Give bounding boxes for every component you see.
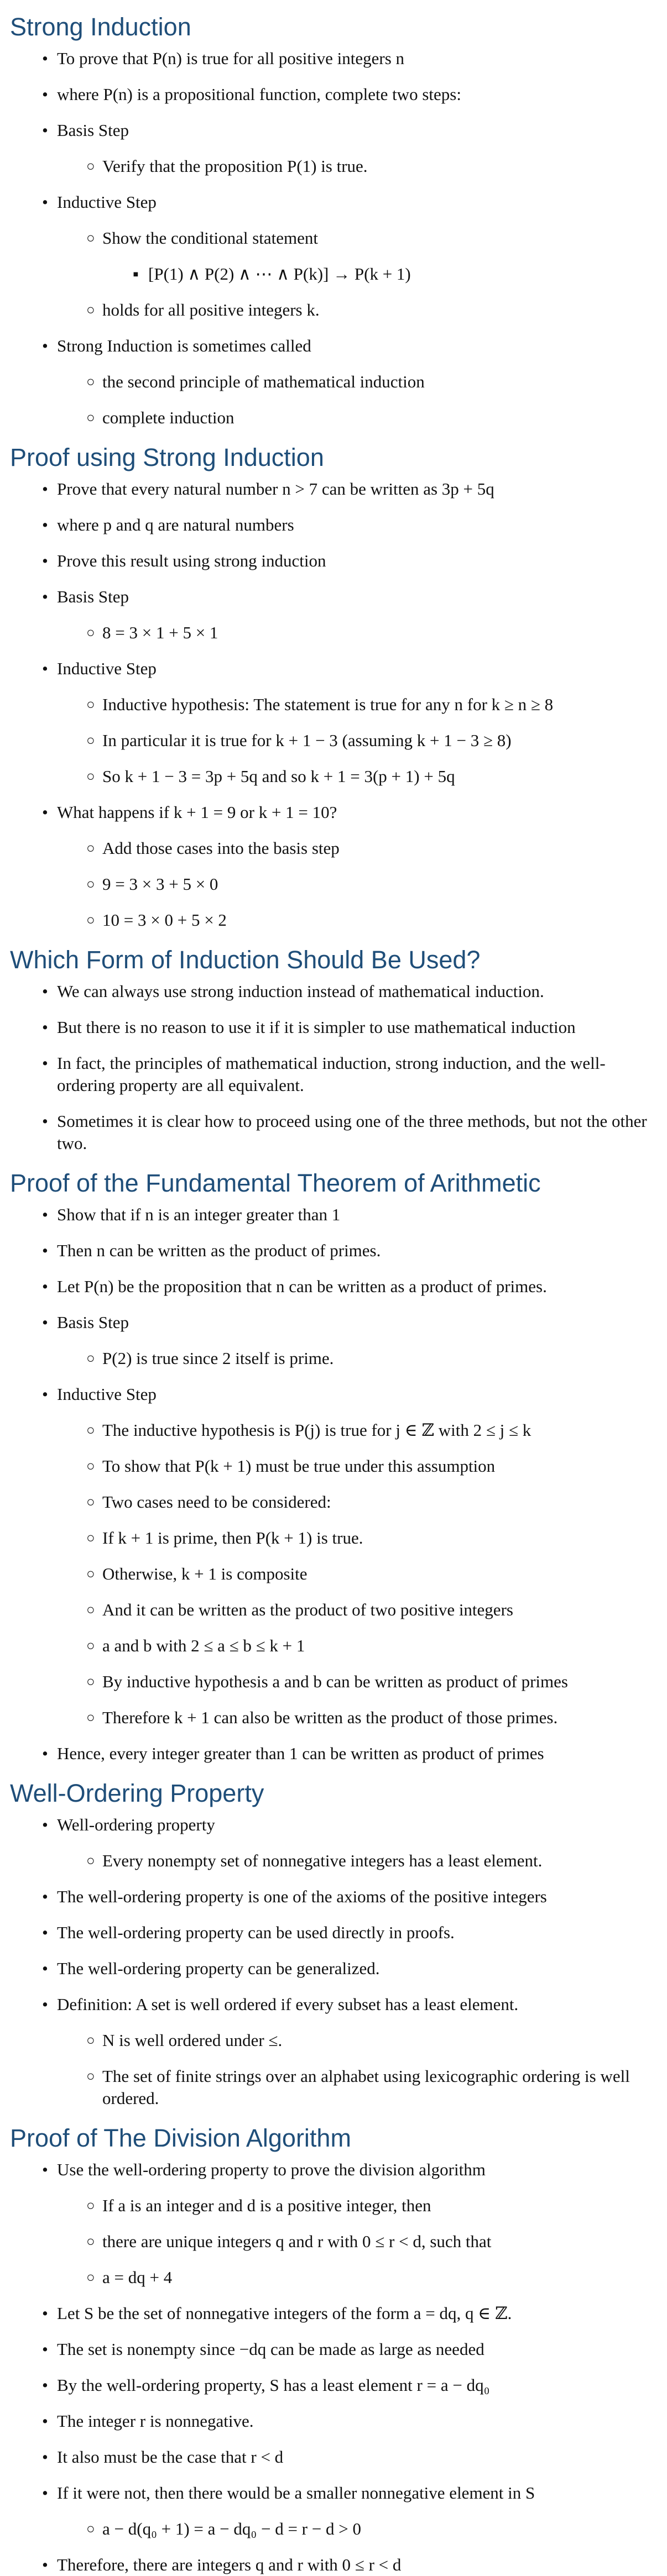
list-item: ○ Show the conditional statement bbox=[10, 227, 657, 249]
list-item: ○ If a is an integer and d is a positive integer, then bbox=[10, 2195, 657, 2217]
section bbox=[10, 12, 657, 429]
list-item: ○ 10 = 3 × 0 + 5 × 2 bbox=[10, 909, 657, 931]
section bbox=[10, 945, 657, 1155]
list-item: ○ the second principle of mathematical induction bbox=[10, 371, 657, 393]
list-item: ○ holds for all positive integers k. bbox=[10, 299, 657, 321]
list-item: • Let P(n) be the proposition that n can be written as a product of primes. bbox=[10, 1276, 657, 1298]
list-item: ○ To show that P(k + 1) must be true under this assumption bbox=[10, 1455, 657, 1477]
list-item: • Prove that every natural number n > 7 can be written as 3p + 5q bbox=[10, 478, 657, 500]
list-item: ○ Inductive hypothesis: The statement is true for any n for k ≥ n ≥ 8 bbox=[10, 694, 657, 716]
section bbox=[10, 443, 657, 931]
list-item: • Inductive Step bbox=[10, 191, 657, 213]
section bbox=[10, 1168, 657, 1765]
list-item: • The integer r is nonnegative. bbox=[10, 2410, 657, 2432]
list-item: • If it were not, then there would be a smaller nonnegative element in S bbox=[10, 2482, 657, 2504]
section bbox=[10, 2123, 657, 2576]
list-item: • To prove that P(n) is true for all positive integers n bbox=[10, 48, 657, 70]
section-heading: Proof of The Division Algorithm bbox=[10, 2124, 351, 2152]
list-item: • The well-ordering property can be generalized. bbox=[10, 1958, 657, 1980]
list-item: ○ 9 = 3 × 3 + 5 × 0 bbox=[10, 873, 657, 895]
list-item: • The well-ordering property is one of the axioms of the positive integers bbox=[10, 1886, 657, 1908]
list-item: ○ If k + 1 is prime, then P(k + 1) is true. bbox=[10, 1527, 657, 1549]
list-item: • Then n can be written as the product of primes. bbox=[10, 1240, 657, 1262]
list-item: • By the well-ordering property, S has a least element r = a − dq₀ bbox=[10, 2374, 657, 2396]
list-item: • But there is no reason to use it if it is simpler to use mathematical induction bbox=[10, 1016, 657, 1038]
list-item: ○ there are unique integers q and r with 0 ≤ r < d, such that bbox=[10, 2231, 657, 2253]
list-item: • Use the well-ordering property to prove the division algorithm bbox=[10, 2159, 657, 2181]
list-item: • Hence, every integer greater than 1 can be written as product of primes bbox=[10, 1743, 657, 1765]
list-item: ○ a and b with 2 ≤ a ≤ b ≤ k + 1 bbox=[10, 1635, 657, 1657]
section-heading: Strong Induction bbox=[10, 13, 191, 41]
list-item: ○ Therefore k + 1 can also be written as the product of those primes. bbox=[10, 1707, 657, 1729]
list-item: ○ Otherwise, k + 1 is composite bbox=[10, 1563, 657, 1585]
bullet-list bbox=[10, 1814, 657, 2110]
bullet-list bbox=[10, 478, 657, 931]
section-heading: Well-Ordering Property bbox=[10, 1779, 264, 1807]
bullet-list bbox=[10, 980, 657, 1155]
list-item: • Strong Induction is sometimes called bbox=[10, 335, 657, 357]
bullet-list bbox=[10, 1204, 657, 1765]
section-heading: Proof of the Fundamental Theorem of Arithmetic bbox=[10, 1169, 541, 1197]
list-item: ▪ [P(1) ∧ P(2) ∧ ⋯ ∧ P(k)] → P(k + 1) bbox=[10, 263, 657, 285]
list-item: • What happens if k + 1 = 9 or k + 1 = 10? bbox=[10, 801, 657, 823]
list-item: • Basis Step bbox=[10, 1311, 657, 1334]
list-item: ○ P(2) is true since 2 itself is prime. bbox=[10, 1347, 657, 1370]
list-item: ○ The set of finite strings over an alphabet using lexicographic ordering is well ordered. bbox=[10, 2065, 657, 2110]
list-item: ○ In particular it is true for k + 1 − 3 (assuming k + 1 − 3 ≥ 8) bbox=[10, 730, 657, 752]
list-item: • where p and q are natural numbers bbox=[10, 514, 657, 536]
list-item: • Well-ordering property bbox=[10, 1814, 657, 1836]
list-item: • Basis Step bbox=[10, 586, 657, 608]
list-item: ○ So k + 1 − 3 = 3p + 5q and so k + 1 = 3(p + 1) + 5q bbox=[10, 765, 657, 788]
list-item: • It also must be the case that r < d bbox=[10, 2446, 657, 2468]
list-item: • Let S be the set of nonnegative integers of the form a = dq, q ∈ ℤ. bbox=[10, 2302, 657, 2325]
list-item: • Therefore, there are integers q and r with 0 ≤ r < d bbox=[10, 2554, 657, 2576]
list-item: ○ By inductive hypothesis a and b can be written as product of primes bbox=[10, 1671, 657, 1693]
list-item: • Prove this result using strong induction bbox=[10, 550, 657, 572]
list-item: • Definition: A set is well ordered if every subset has a least element. bbox=[10, 1993, 657, 2016]
list-item: • Sometimes it is clear how to proceed using one of the three methods, but not the other two. bbox=[10, 1110, 657, 1155]
section-heading: Which Form of Induction Should Be Used? bbox=[10, 946, 481, 974]
list-item: ○ N is well ordered under ≤. bbox=[10, 2029, 657, 2052]
list-item: ○ The inductive hypothesis is P(j) is true for j ∈ ℤ with 2 ≤ j ≤ k bbox=[10, 1419, 657, 1441]
list-item: ○ Two cases need to be considered: bbox=[10, 1491, 657, 1513]
list-item: • In fact, the principles of mathematical induction, strong induction, and the well-ordering property are all equivalent. bbox=[10, 1052, 657, 1096]
list-item: • where P(n) is a propositional function, complete two steps: bbox=[10, 83, 657, 106]
list-item: ○ a − d(q₀ + 1) = a − dq₀ − d = r − d > 0 bbox=[10, 2518, 657, 2540]
list-item: ○ complete induction bbox=[10, 407, 657, 429]
list-item: • We can always use strong induction instead of mathematical induction. bbox=[10, 980, 657, 1003]
list-item: ○ And it can be written as the product of two positive integers bbox=[10, 1599, 657, 1621]
bullet-list bbox=[10, 2159, 657, 2576]
list-item: ○ a = dq + 4 bbox=[10, 2267, 657, 2289]
section bbox=[10, 1778, 657, 2110]
list-item: ○ Verify that the proposition P(1) is true. bbox=[10, 155, 657, 177]
list-item: ○ Add those cases into the basis step bbox=[10, 837, 657, 859]
list-item: • Inductive Step bbox=[10, 658, 657, 680]
list-item: • Basis Step bbox=[10, 119, 657, 141]
list-item: • The well-ordering property can be used directly in proofs. bbox=[10, 1922, 657, 1944]
list-item: ○ Every nonempty set of nonnegative integers has a least element. bbox=[10, 1850, 657, 1872]
list-item: • Show that if n is an integer greater than 1 bbox=[10, 1204, 657, 1226]
bullet-list bbox=[10, 48, 657, 429]
list-item: ○ 8 = 3 × 1 + 5 × 1 bbox=[10, 622, 657, 644]
section-heading: Proof using Strong Induction bbox=[10, 443, 324, 471]
list-item: • The set is nonempty since −dq can be made as large as needed bbox=[10, 2338, 657, 2360]
list-item: • Inductive Step bbox=[10, 1383, 657, 1405]
